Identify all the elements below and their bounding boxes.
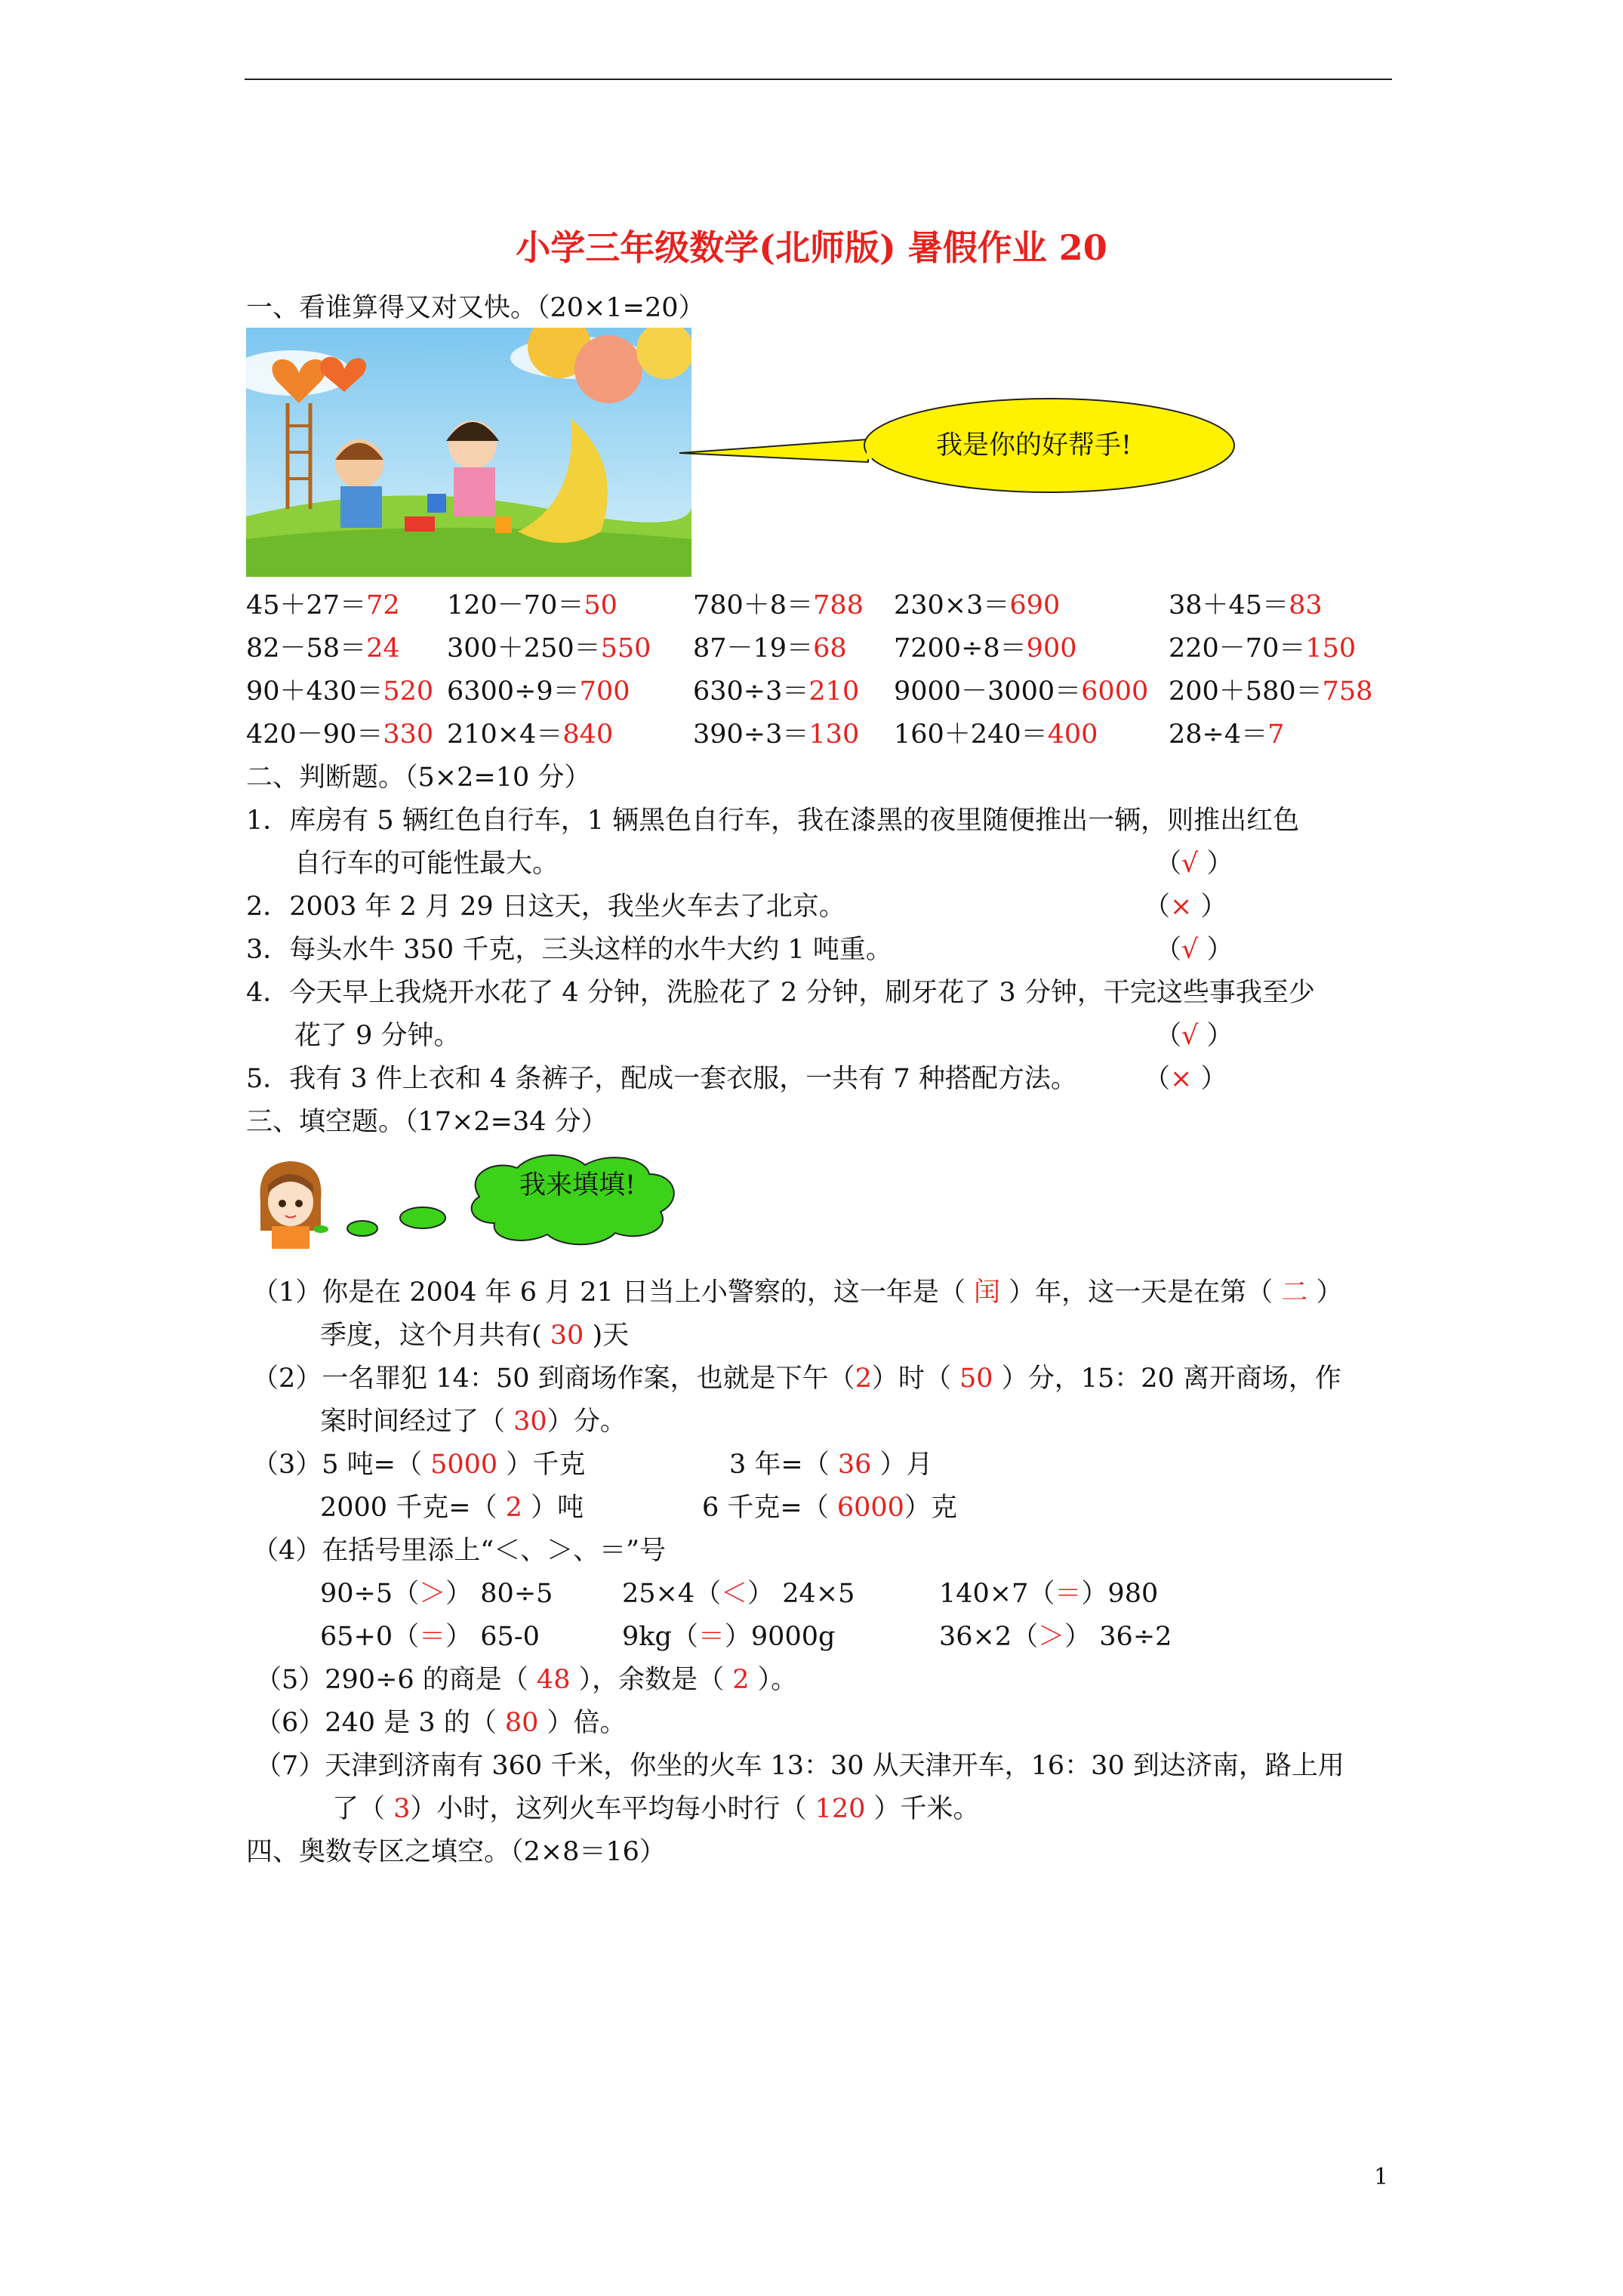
calc-item (894, 676, 1148, 707)
girl-character-illustration (249, 1155, 332, 1253)
calc-question: 87－19＝ (693, 633, 814, 664)
compare-6: 36×2（＞） 36÷2 (939, 1622, 1172, 1652)
calc-item (693, 590, 864, 621)
fill-q3-line2b: 6 千克=（ 6000）克 (702, 1493, 957, 1523)
calc-item (1169, 590, 1323, 621)
calc-item (447, 590, 617, 621)
calc-question: 300＋250＝ (447, 633, 601, 664)
calc-answer: 700 (579, 676, 630, 707)
calc-item (693, 633, 847, 664)
calc-answer: 210 (808, 676, 860, 707)
calc-question: 120－70＝ (447, 590, 584, 621)
calc-item (693, 676, 859, 707)
calc-item (246, 590, 400, 621)
judgment-mark-1: （√ ） (1155, 849, 1233, 879)
calc-answer: 400 (1047, 720, 1098, 750)
fill-q4-intro: （4）在括号里添上“＜、＞、＝”号 (252, 1536, 667, 1566)
calc-answer: 72 (366, 590, 400, 621)
speech-bubble-text: 我是你的好帮手! (936, 430, 1132, 461)
calc-question: 220－70＝ (1169, 633, 1306, 664)
calc-answer: 6000 (1081, 676, 1149, 707)
calc-question: 82－58＝ (246, 633, 367, 664)
section2-heading: 二、判断题。（5×2=10 分） (246, 763, 591, 793)
calc-answer: 130 (808, 720, 860, 750)
judgment-item-4-line1: 4．今天早上我烧开水花了 4 分钟，洗脸花了 2 分钟，刷牙花了 3 分钟，干完这些事我至少 (246, 978, 1315, 1008)
calc-answer: 900 (1026, 633, 1077, 664)
header-rule (245, 79, 1392, 80)
calc-answer: 550 (600, 633, 651, 664)
calc-item (447, 633, 651, 664)
section1-heading: 一、看谁算得又对又快。（20×1=20） (246, 293, 705, 323)
compare-1: 90÷5（＞） 80÷5 (320, 1579, 553, 1609)
judgment-mark-4: （√ ） (1155, 1021, 1233, 1051)
calc-answer: 150 (1305, 633, 1357, 664)
calc-question: 160＋240＝ (894, 720, 1048, 750)
fill-q7-line2: 了（ 3）小时，这列火车平均每小时行（ 120 ）千米。 (332, 1794, 980, 1824)
judgment-item-1-line2: 自行车的可能性最大。 (294, 849, 559, 879)
fill-q3-line2a: 2000 千克=（ 2 ）吨 (320, 1493, 584, 1523)
calc-item (894, 633, 1076, 664)
page-title: 小学三年级数学(北师版) 暑假作业 20 (516, 227, 1107, 268)
calc-item (1169, 720, 1284, 750)
calc-question: 200＋580＝ (1169, 676, 1323, 707)
calc-question: 780＋8＝ (693, 590, 814, 621)
calc-answer: 7 (1267, 720, 1285, 750)
fill-q1-line1: （1）你是在 2004 年 6 月 21 日当上小警察的，这一年是（ 闰 ）年，这一天是在第（ 二 ） (252, 1277, 1343, 1308)
calc-answer: 83 (1289, 590, 1323, 621)
calc-item (1169, 633, 1356, 664)
compare-5: 9kg（＝）9000g (622, 1622, 836, 1652)
cartoon-illustration (246, 328, 691, 577)
calc-question: 230×3＝ (894, 590, 1010, 621)
calc-question: 38＋45＝ (1169, 590, 1289, 621)
calc-answer: 68 (813, 633, 847, 664)
compare-2: 25×4（＜） 24×5 (622, 1579, 855, 1609)
judgment-item-2: 2．2003 年 2 月 29 日这天，我坐火车去了北京。 (246, 892, 845, 922)
fill-q7-line1: （7）天津到济南有 360 千米，你坐的火车 13：30 从天津开车，16：30 到达济南，路上用 (255, 1751, 1344, 1781)
calc-question: 45＋27＝ (246, 590, 367, 621)
calc-question: 420－90＝ (246, 720, 383, 750)
calc-question: 9000－3000＝ (894, 676, 1082, 707)
calc-question: 6300÷9＝ (447, 676, 580, 707)
page-number: 1 (1374, 2164, 1389, 2190)
judgment-mark-3: （√ ） (1155, 935, 1233, 965)
calc-item (894, 720, 1098, 750)
judgment-item-1-line1: 1．库房有 5 辆红色自行车，1 辆黑色自行车，我在漆黑的夜里随便推出一辆，则推出红色 (246, 806, 1300, 836)
fill-q5: （5）290÷6 的商是（ 48 ），余数是（ 2 ）。 (255, 1665, 798, 1695)
calc-item (246, 676, 433, 707)
compare-3: 140×7（＝）980 (939, 1579, 1159, 1609)
section4-heading: 四、奥数专区之填空。（2×8＝16） (246, 1837, 666, 1867)
calc-question: 630÷3＝ (693, 676, 809, 707)
calc-question: 7200÷8＝ (894, 633, 1027, 664)
calc-question: 90＋430＝ (246, 676, 383, 707)
calc-item (447, 720, 613, 750)
thought-bubble-text: 我来填填! (519, 1170, 636, 1200)
calc-question: 28÷4＝ (1169, 720, 1268, 750)
calc-answer: 24 (366, 633, 400, 664)
calc-answer: 50 (584, 590, 617, 621)
calc-item (894, 590, 1060, 621)
fill-q3-line1b: 3 年=（ 36 ）月 (729, 1450, 933, 1480)
fill-q2-line1: （2）一名罪犯 14：50 到商场作案，也就是下午（2）时（ 50 ）分，15：20 离开商场，作 (252, 1364, 1341, 1394)
judgment-mark-2: （× ） (1144, 892, 1227, 922)
calc-item (1169, 676, 1372, 707)
thought-bubble (343, 1151, 721, 1250)
compare-4: 65+0（＝） 65-0 (320, 1622, 540, 1652)
fill-q2-line2: 案时间经过了（ 30）分。 (320, 1407, 627, 1437)
fill-q3-line1a: （3）5 吨=（ 5000 ）千克 (252, 1450, 586, 1480)
judgment-item-3: 3．每头水牛 350 千克，三头这样的水牛大约 1 吨重。 (246, 935, 892, 965)
calc-item (246, 633, 400, 664)
judgment-item-5: 5．我有 3 件上衣和 4 条裤子，配成一套衣服，一共有 7 种搭配方法。 (246, 1064, 1077, 1094)
calc-answer: 758 (1322, 676, 1373, 707)
calc-answer: 690 (1009, 590, 1061, 621)
judgment-mark-5: （× ） (1144, 1064, 1227, 1094)
calc-question: 390÷3＝ (693, 720, 809, 750)
section3-heading: 三、填空题。（17×2=34 分） (246, 1107, 608, 1137)
calc-answer: 330 (383, 720, 434, 750)
fill-q6: （6）240 是 3 的（ 80 ）倍。 (255, 1708, 627, 1738)
judgment-item-4-line2: 花了 9 分钟。 (294, 1021, 460, 1051)
fill-q1-line2: 季度，这个月共有( 30 )天 (320, 1321, 630, 1351)
calc-answer: 520 (383, 676, 434, 707)
calc-question: 210×4＝ (447, 720, 563, 750)
calc-answer: 840 (562, 720, 614, 750)
calc-item (447, 676, 630, 707)
calc-item (246, 720, 433, 750)
calc-answer: 788 (813, 590, 864, 621)
calc-item (693, 720, 859, 750)
